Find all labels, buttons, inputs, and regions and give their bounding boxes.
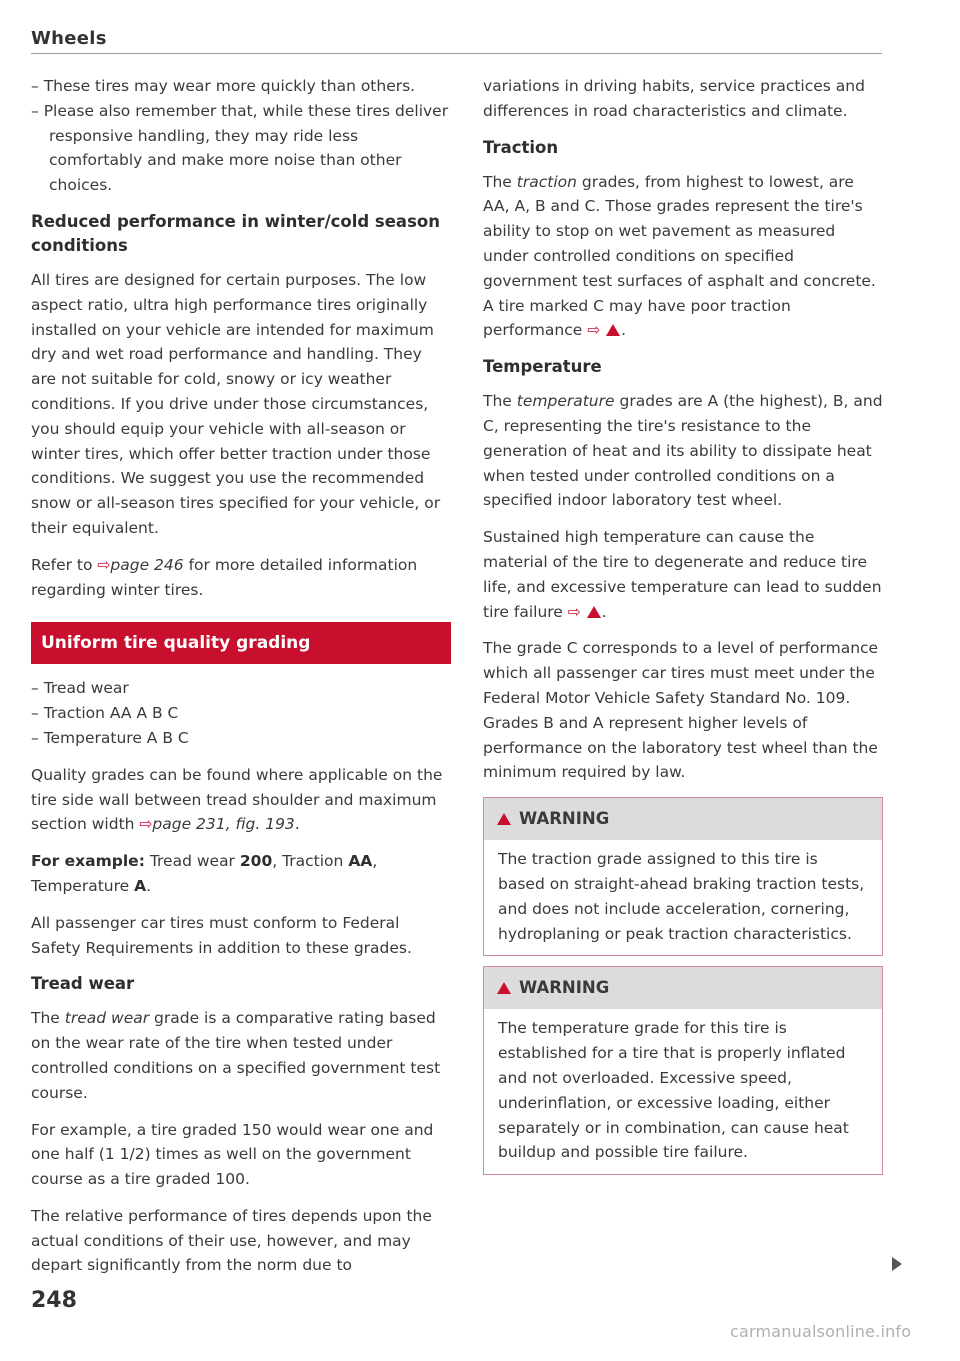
relative-performance-text: The relative performance of tires depends upon the actual conditions of their use, however, and may depart significantly from the norm due to [31,1206,432,1275]
example-part: , Traction [272,852,344,871]
example-value: AA [348,852,373,871]
arrow-right-icon: ⇨ [139,815,153,834]
text-part: The [483,392,512,411]
tread-example-text: For example, a tire graded 150 would wear one and one half (1 1/2) times as well on the government course as a tire graded 100. [31,1120,434,1189]
warning-triangle-icon [497,982,511,994]
tread-wear-text [31,1006,451,1105]
arrow-right-icon: ⇨ [587,321,601,340]
list-item: – Tread wear [31,676,451,701]
temperature-heading: Temperature [483,357,602,377]
warning-triangle-icon[interactable] [606,324,620,336]
example-label: For example: [31,852,145,871]
warning-body [484,1009,882,1174]
example-text [31,849,451,899]
section-title-bar: Uniform tire quality grading [31,622,451,664]
punctuation: . [146,876,152,895]
traction-text [483,170,883,344]
grade-c-text: The grade C corresponds to a level of performance which all passenger car tires must meet under the Federal Motor Vehicle Safety Standard No. 109. Grades B and A represent higher levels of performance on the laboratory test wheel than the minimum required by law. [483,639,879,782]
page-header-title: Wheels [31,28,107,49]
refer-prefix: Refer to [31,555,93,574]
warning-body [484,840,882,955]
text-part: The [483,172,512,191]
header-divider [31,53,882,54]
intro-bullet-list [31,74,451,198]
term-italic: traction [516,172,577,191]
example-part: , Temperature [31,852,378,895]
list-item: – Temperature A B C [31,726,451,751]
text-part: grades, from highest to lowest, are AA, A, B and C. Those grades represent the tire's ability to stop on wet pavement as measured under controlled conditions on specified government test surfaces of asphalt and concrete. A tire marked C may have poor traction performance [483,172,876,340]
list-item: – Please also remember that, while these tires deliver responsive handling, they may ride less comfortably and make more noise than other choices. [31,99,451,198]
warning-title: WARNING [519,978,610,998]
watermark: carmanualsonline.info [730,1322,912,1341]
sustained-temperature-text [483,525,883,624]
conform-text: All passenger car tires must conform to Federal Safety Requirements in addition to these grades. [31,913,412,957]
page-link[interactable]: page 246 [110,555,184,574]
list-item: – Traction AA A B C [31,701,451,726]
example-part: Tread wear [149,852,235,871]
reduced-performance-heading: Reduced performance in winter/cold season conditions [31,211,440,255]
grade-bullet-list [31,676,451,750]
warning-text: The traction grade assigned to this tire is based on straight-ahead braking traction tests, and does not include acceleration, cornering, hydroplaning or peak traction characteristics. [498,850,865,943]
warning-box-traction [483,797,883,956]
quality-grades-text [31,763,451,837]
warning-header [484,798,882,840]
text-part: The [31,1009,60,1028]
continue-arrow-icon [892,1257,902,1271]
winter-tires-reference [31,553,451,603]
warning-text: The temperature grade for this tire is established for a tire that is properly inflated and not overloaded. Excessive speed, underinflation, or excessive loading, either separately or in combination, can cause heat buildup and possible tire failure. [498,1019,849,1162]
warning-header [484,967,882,1009]
warning-title: WARNING [519,809,610,829]
left-column [31,74,451,1290]
warning-triangle-icon [497,813,511,825]
quality-text: Quality grades can be found where applicable on the tire side wall between tread shoulder and maximum section width [31,765,443,834]
continued-text: variations in driving habits, service practices and differences in road characteristics and climate. [483,77,865,120]
text-part: grades are A (the highest), B, and C, representing the tire's resistance to the generation of heat and its ability to dissipate heat when tested under controlled conditions on a specified indoor laboratory test wheel. [483,392,883,510]
punctuation: . [601,602,607,621]
traction-heading: Traction [483,137,559,157]
text-part: Sustained high temperature can cause the material of the tire to degenerate and reduce tire life, and excessive temperature can lead to sudden tire failure [483,528,882,621]
example-value: 200 [239,852,273,871]
right-column [483,74,883,1185]
reduced-performance-text: All tires are designed for certain purposes. The low aspect ratio, ultra high performance tires originally installed on your vehicle are intended for maximum dry and wet road performance and handling. They are not suitable for cold, snowy or icy weather conditions. If you drive under those circumstances, you should equip your vehicle with all-season or winter tires, which offer better traction under those conditions. We suggest you use the recommended snow or all-season tires specified for your vehicle, or their equivalent. [31,270,441,537]
list-item: – These tires may wear more quickly than others. [31,74,451,99]
arrow-right-icon: ⇨ [97,555,111,574]
term-italic: temperature [516,392,615,411]
punctuation: . [294,815,300,834]
warning-triangle-icon[interactable] [587,606,601,618]
temperature-text [483,389,883,513]
warning-box-temperature [483,966,883,1175]
page-fig-link[interactable]: page 231, fig. 193 [152,815,295,834]
refer-suffix: for more detailed information regarding winter tires. [31,555,418,599]
example-value: A [134,876,147,895]
term-italic: tread wear [64,1009,150,1028]
arrow-right-icon: ⇨ [567,602,581,621]
punctuation: . [621,321,627,340]
page-number: 248 [31,1288,77,1313]
tread-wear-heading: Tread wear [31,974,135,994]
text-part: grade is a comparative rating based on the wear rate of the tire when tested under controlled conditions on a specified government test course. [31,1009,441,1102]
